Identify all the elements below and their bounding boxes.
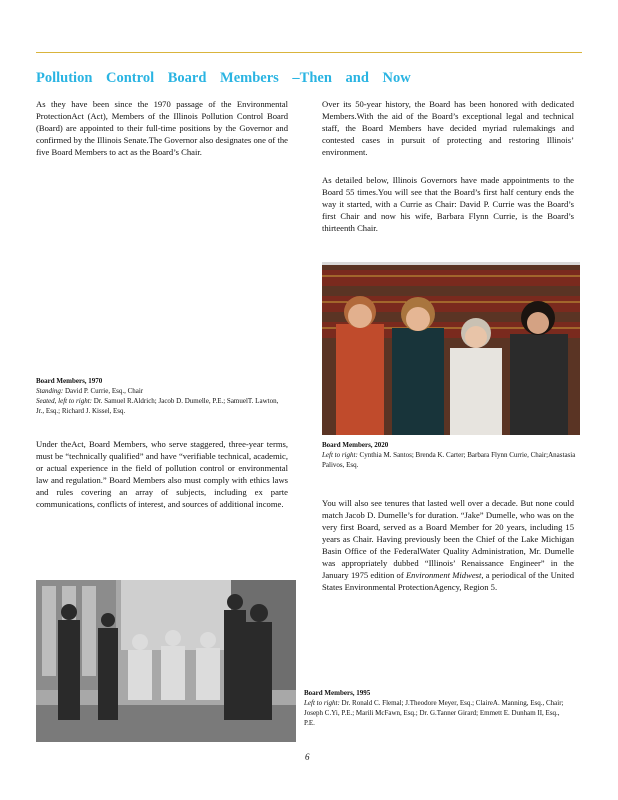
caption-1970-seated-label: Seated, left to right: bbox=[36, 397, 92, 405]
intro-paragraph: As they have been since the 1970 passage of the Environmental ProtectionAct (Act), Members of the Illinois Pollution Control Board (Board) are appointed to their full-time positions by the Governor and confirmed by the Illinois Senate.The Governor also designates one of the five Board Members to act as the Board’s Chair. bbox=[36, 99, 288, 157]
qualifications-paragraph: Under theAct, Board Members, who serve staggered, three-year terms, must be “technically qualified” and have “verifiable technical, academic, or actual experience in the field of pollution control or environmental law and regulation.” Board Members also must comply with ethics laws and rules covering an array of subjects, including ex parte communications, conflicts of interest, and sources of additional income. bbox=[36, 439, 288, 509]
caption-1970-title: Board Members, 1970 bbox=[36, 377, 103, 385]
appointments-paragraph: As detailed below, Illinois Governors have made appointments to the Board 55 times.You will see that the Board’s first half century ends the way it started, with a Currie as Chair: David P. Currie was the Board’s first Chair and now his wife, Barbara Flynn Currie, is the Board’s thirteenth Chair. bbox=[322, 175, 574, 233]
dumelle-paragraph-end: , a periodical of the United States Environmental ProtectionAgency, Region 5. bbox=[322, 570, 574, 592]
board-members-2020-photo bbox=[322, 262, 580, 435]
caption-1995-label: Left to right: bbox=[304, 699, 340, 707]
dumelle-paragraph-text: You will also see tenures that lasted well over a decade. But none could match Jacob D. Dumelle’s for duration. “Jake” Dumelle, who was on the very first Board, served as a Board Member for 20 years, including 15 years as Chair. Having previously been the Chief of the Lake Michigan Basin Office of the FederalWater Quality Administration, Mr. Dumelle was appropriately dubbed “Illinois’ Renaissance Engineer” in the January 1975 edition of bbox=[322, 498, 574, 580]
caption-1970-seated-names: Dr. Samuel R.Aldrich; Jacob D. Dumelle, P.E.; SamuelT. Lawton, Jr., Esq.; Richard J. Kissel, Esq. bbox=[36, 397, 279, 415]
caption-2020-title: Board Members, 2020 bbox=[322, 441, 389, 449]
page-title: Pollution Control Board Members –Then and Now bbox=[36, 70, 411, 86]
history-paragraph: Over its 50-year history, the Board has been honored with dedicated Members.With the aid of the Board’s exceptional legal and technical staff, the Board Members have decided myriad rulemakings and contested cases in pursuit of protecting and restoring Illinois’ environment. bbox=[322, 99, 574, 157]
caption-1995-names: Dr. Ronald C. Flemal; J.Theodore Meyer, Esq.; ClaireA. Manning, Esq., Chair; Joseph C.Yi, P.E.; Marili McFawn, Esq.; Dr. G.Tanner Girard; Emmett E. Dunham II, Esq., P.E. bbox=[304, 699, 564, 727]
board-members-1970-photo bbox=[36, 580, 296, 742]
caption-2020 bbox=[322, 440, 580, 470]
caption-1970 bbox=[36, 376, 286, 416]
caption-2020-names: Cynthia M. Santos; Brenda K. Carter; Barbara Flynn Currie, Chair;Anastasia Palivos, Esq. bbox=[322, 451, 576, 469]
caption-2020-label: Left to right: bbox=[322, 451, 358, 459]
caption-1970-standing-names: David P. Currie, Esq., Chair bbox=[64, 387, 144, 395]
periodical-title: Environment Midwest bbox=[405, 570, 482, 580]
caption-1995-title: Board Members, 1995 bbox=[304, 689, 371, 697]
header-rule bbox=[36, 52, 582, 53]
caption-1970-standing-label: Standing: bbox=[36, 387, 64, 395]
page-number: 6 bbox=[305, 752, 310, 762]
caption-1995 bbox=[304, 688, 564, 728]
dumelle-paragraph bbox=[322, 497, 574, 593]
